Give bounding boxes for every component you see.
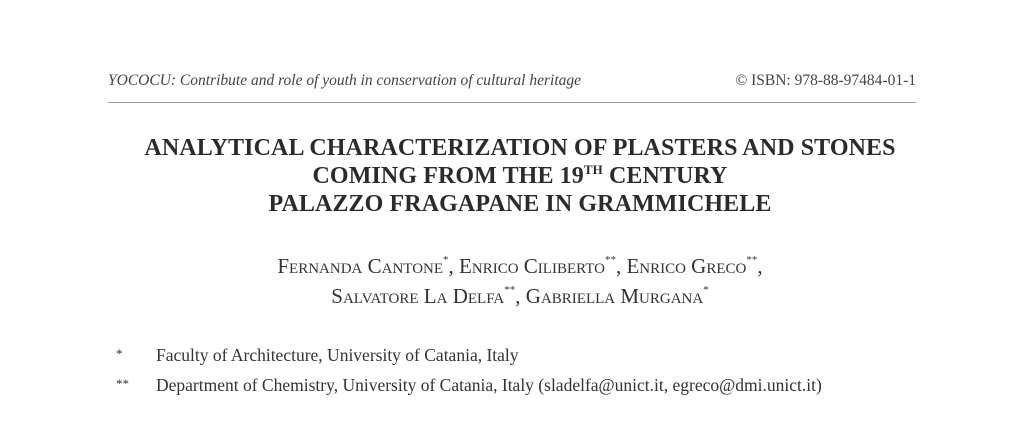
author-name: Salvatore La Delfa bbox=[331, 284, 505, 308]
author-separator: , bbox=[615, 254, 627, 278]
author-affiliation-mark: ** bbox=[746, 254, 758, 266]
affiliation-item bbox=[108, 374, 958, 404]
isbn-label: © ISBN: 978-88-97484-01-1 bbox=[735, 72, 916, 89]
author-name: Enrico Ciliberto bbox=[459, 254, 605, 278]
author-name: Enrico Greco bbox=[626, 254, 747, 278]
running-header bbox=[108, 72, 916, 94]
author-affiliation-mark: * bbox=[443, 254, 449, 266]
title-line-3: PALAZZO FRAGAPANE IN GRAMMICHELE bbox=[268, 191, 772, 217]
author-name: Fernanda Cantone bbox=[277, 254, 444, 278]
affiliation-item bbox=[108, 344, 958, 374]
author-line-2 bbox=[60, 281, 980, 311]
paper-title bbox=[60, 134, 980, 218]
author-list bbox=[60, 251, 980, 311]
author-separator: , bbox=[515, 284, 526, 308]
header-divider bbox=[108, 102, 916, 103]
author-affiliation-mark: ** bbox=[604, 254, 616, 266]
author-name: Gabriella Murgana bbox=[525, 284, 704, 308]
title-line-2-end: CENTURY bbox=[602, 163, 728, 189]
author-affiliation-mark: * bbox=[703, 284, 709, 296]
affiliation-mark: ** bbox=[116, 376, 129, 391]
affiliation-text: Department of Chemistry, University of Catania, Italy (sladelfa@unict.it, egreco@dmi.unict.it) bbox=[156, 375, 822, 395]
affiliation-text: Faculty of Architecture, University of Catania, Italy bbox=[156, 345, 519, 365]
title-line-2 bbox=[60, 162, 980, 190]
author-separator: , bbox=[448, 254, 460, 278]
affiliation-mark: * bbox=[116, 346, 123, 361]
title-line-1: ANALYTICAL CHARACTERIZATION OF PLASTERS AND STONES bbox=[144, 135, 896, 161]
author-line-1 bbox=[60, 251, 980, 281]
affiliation-list bbox=[108, 344, 958, 404]
title-line-2-start: COMING FROM THE 19 bbox=[312, 163, 584, 189]
journal-title: YOCOCU: Contribute and role of youth in conservation of cultural heritage bbox=[108, 72, 582, 89]
title-ordinal-suffix: TH bbox=[583, 162, 603, 177]
author-affiliation-mark: ** bbox=[504, 284, 516, 296]
author-separator: , bbox=[757, 254, 763, 278]
